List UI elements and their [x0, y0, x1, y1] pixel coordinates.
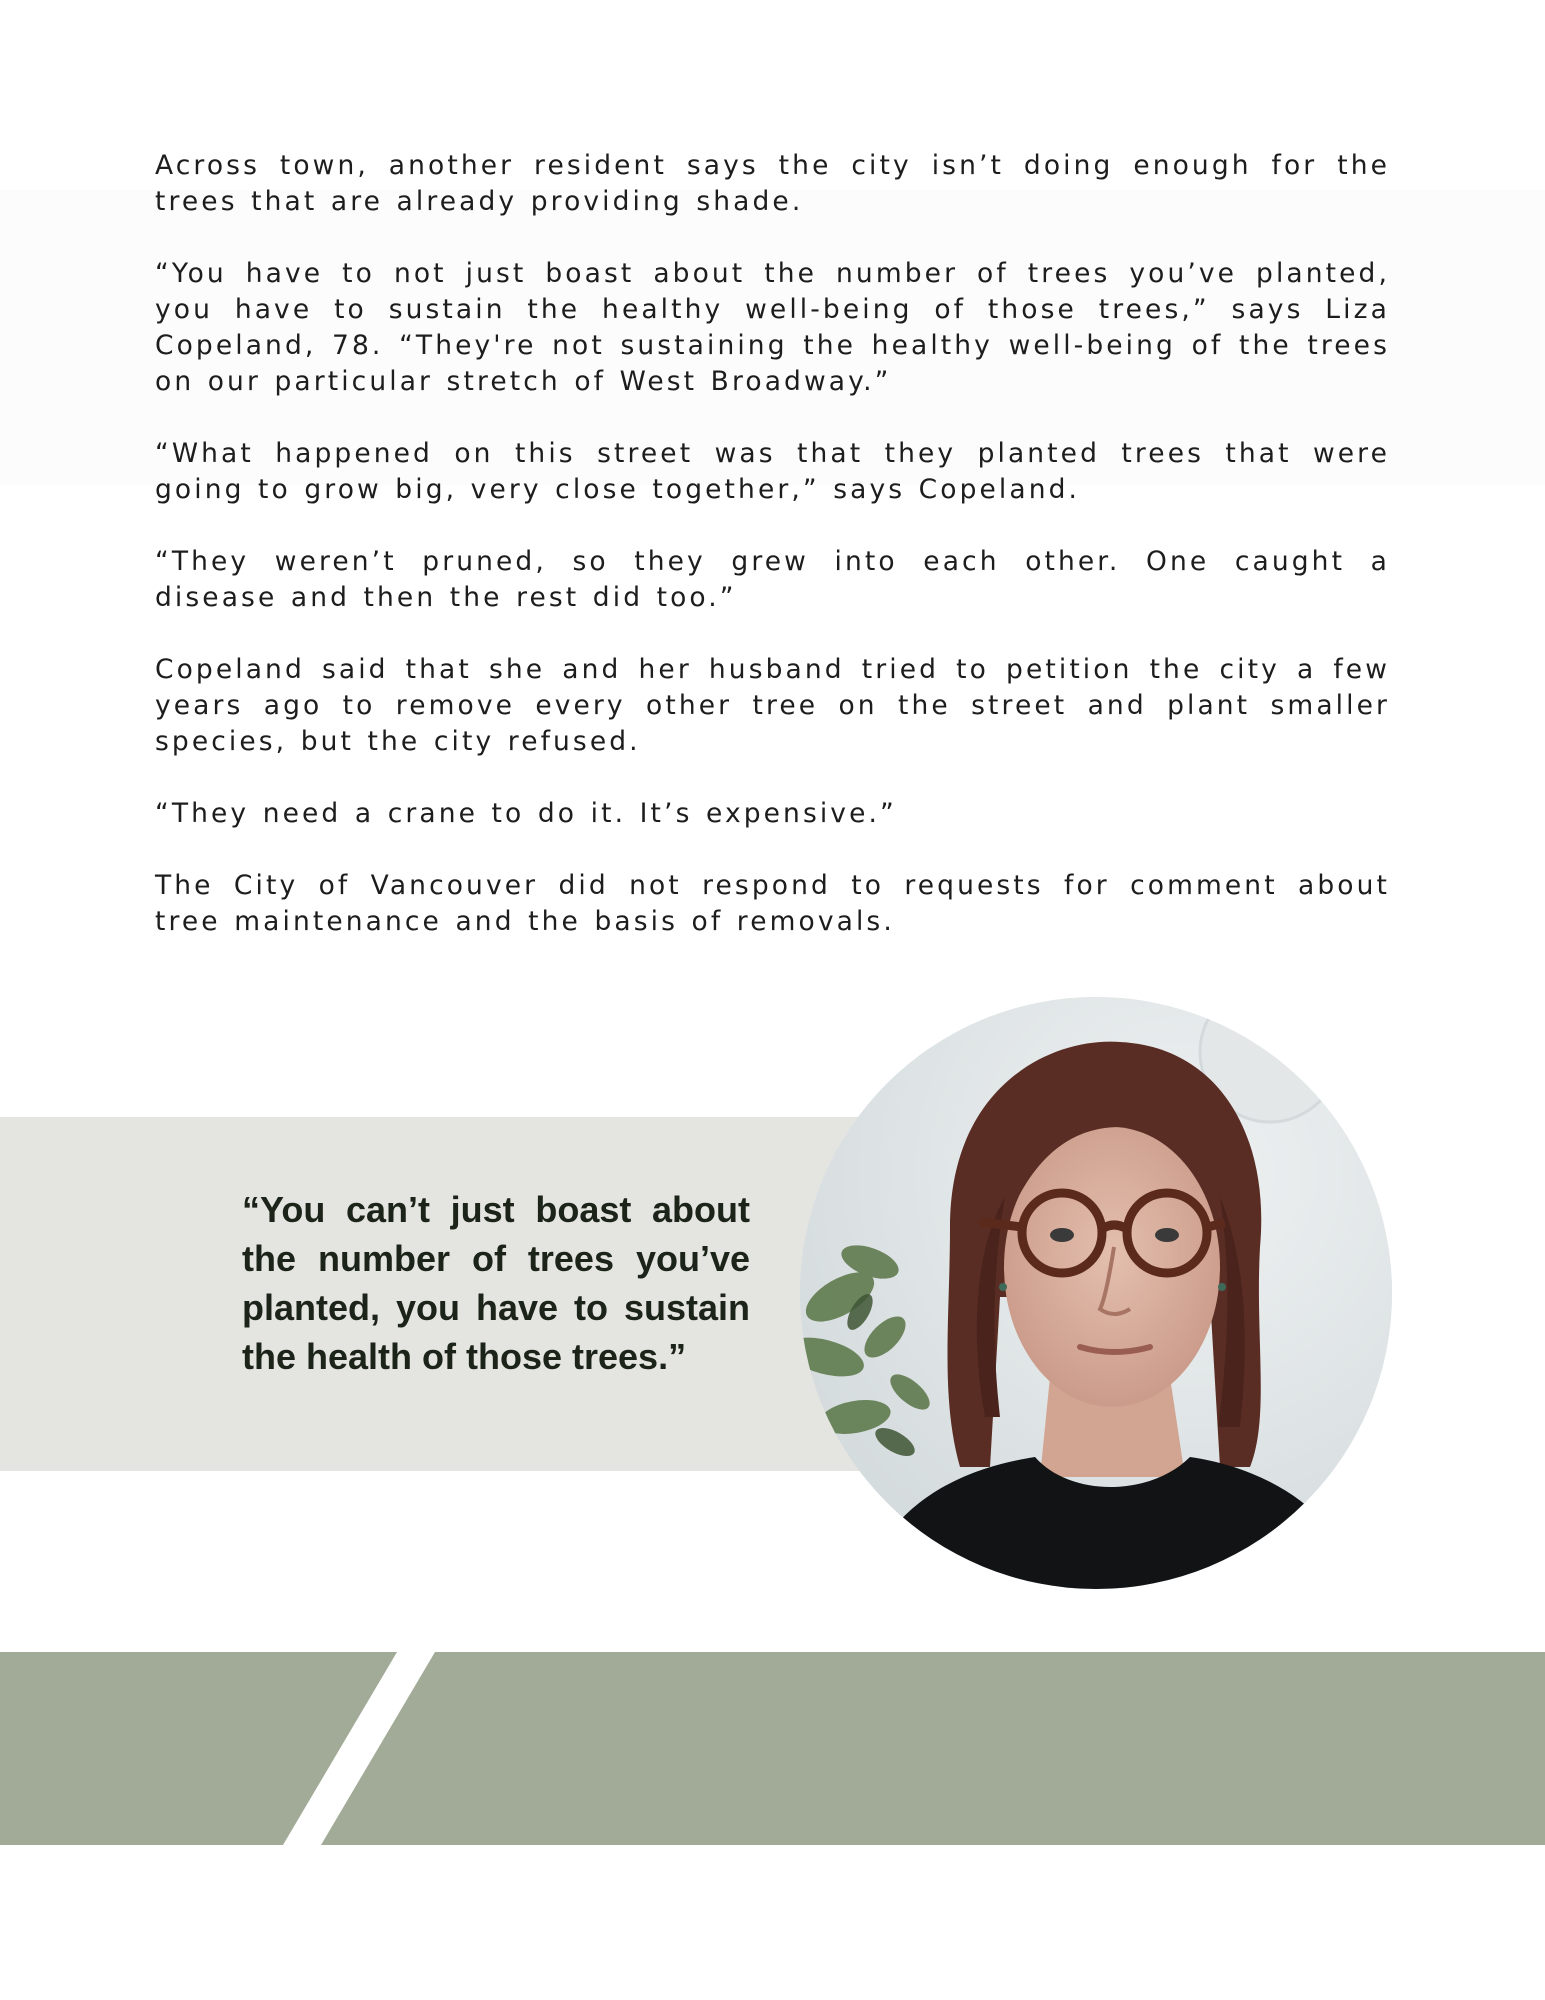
footer-decoration [0, 1652, 1545, 1845]
portrait-illustration [800, 997, 1392, 1589]
paragraph: Across town, another resident says the city isn’t doing enough for the trees that are already providing shade. [155, 150, 1390, 217]
pull-quote: “You can’t just boast about the number of trees you’ve planted, you have to sustain the health of those trees.” [242, 1189, 750, 1377]
paragraph: The City of Vancouver did not respond to requests for comment about tree maintenance and the basis of removals. [155, 870, 1390, 937]
paragraph: “You have to not just boast about the number of trees you’ve planted, you have to sustain the healthy well-being of those trees,” says Liza Copeland, 78. “They're not sustaining the healthy well-being of the trees on our particular stretch of West Broadway.” [155, 258, 1390, 397]
article-body [155, 148, 1390, 976]
paragraph: Copeland said that she and her husband tried to petition the city a few years ago to remove every other tree on the street and plant smaller species, but the city refused. [155, 654, 1390, 757]
footer-band-left [0, 1652, 397, 1845]
portrait-photo [800, 997, 1392, 1589]
paragraph: “They need a crane to do it. It’s expensive.” [155, 798, 897, 829]
paragraph: “They weren’t pruned, so they grew into each other. One caught a disease and then the rest did too.” [155, 546, 1390, 613]
paragraph: “What happened on this street was that they planted trees that were going to grow big, very close together,” says Copeland. [155, 438, 1390, 505]
footer-band-right [321, 1652, 1545, 1845]
